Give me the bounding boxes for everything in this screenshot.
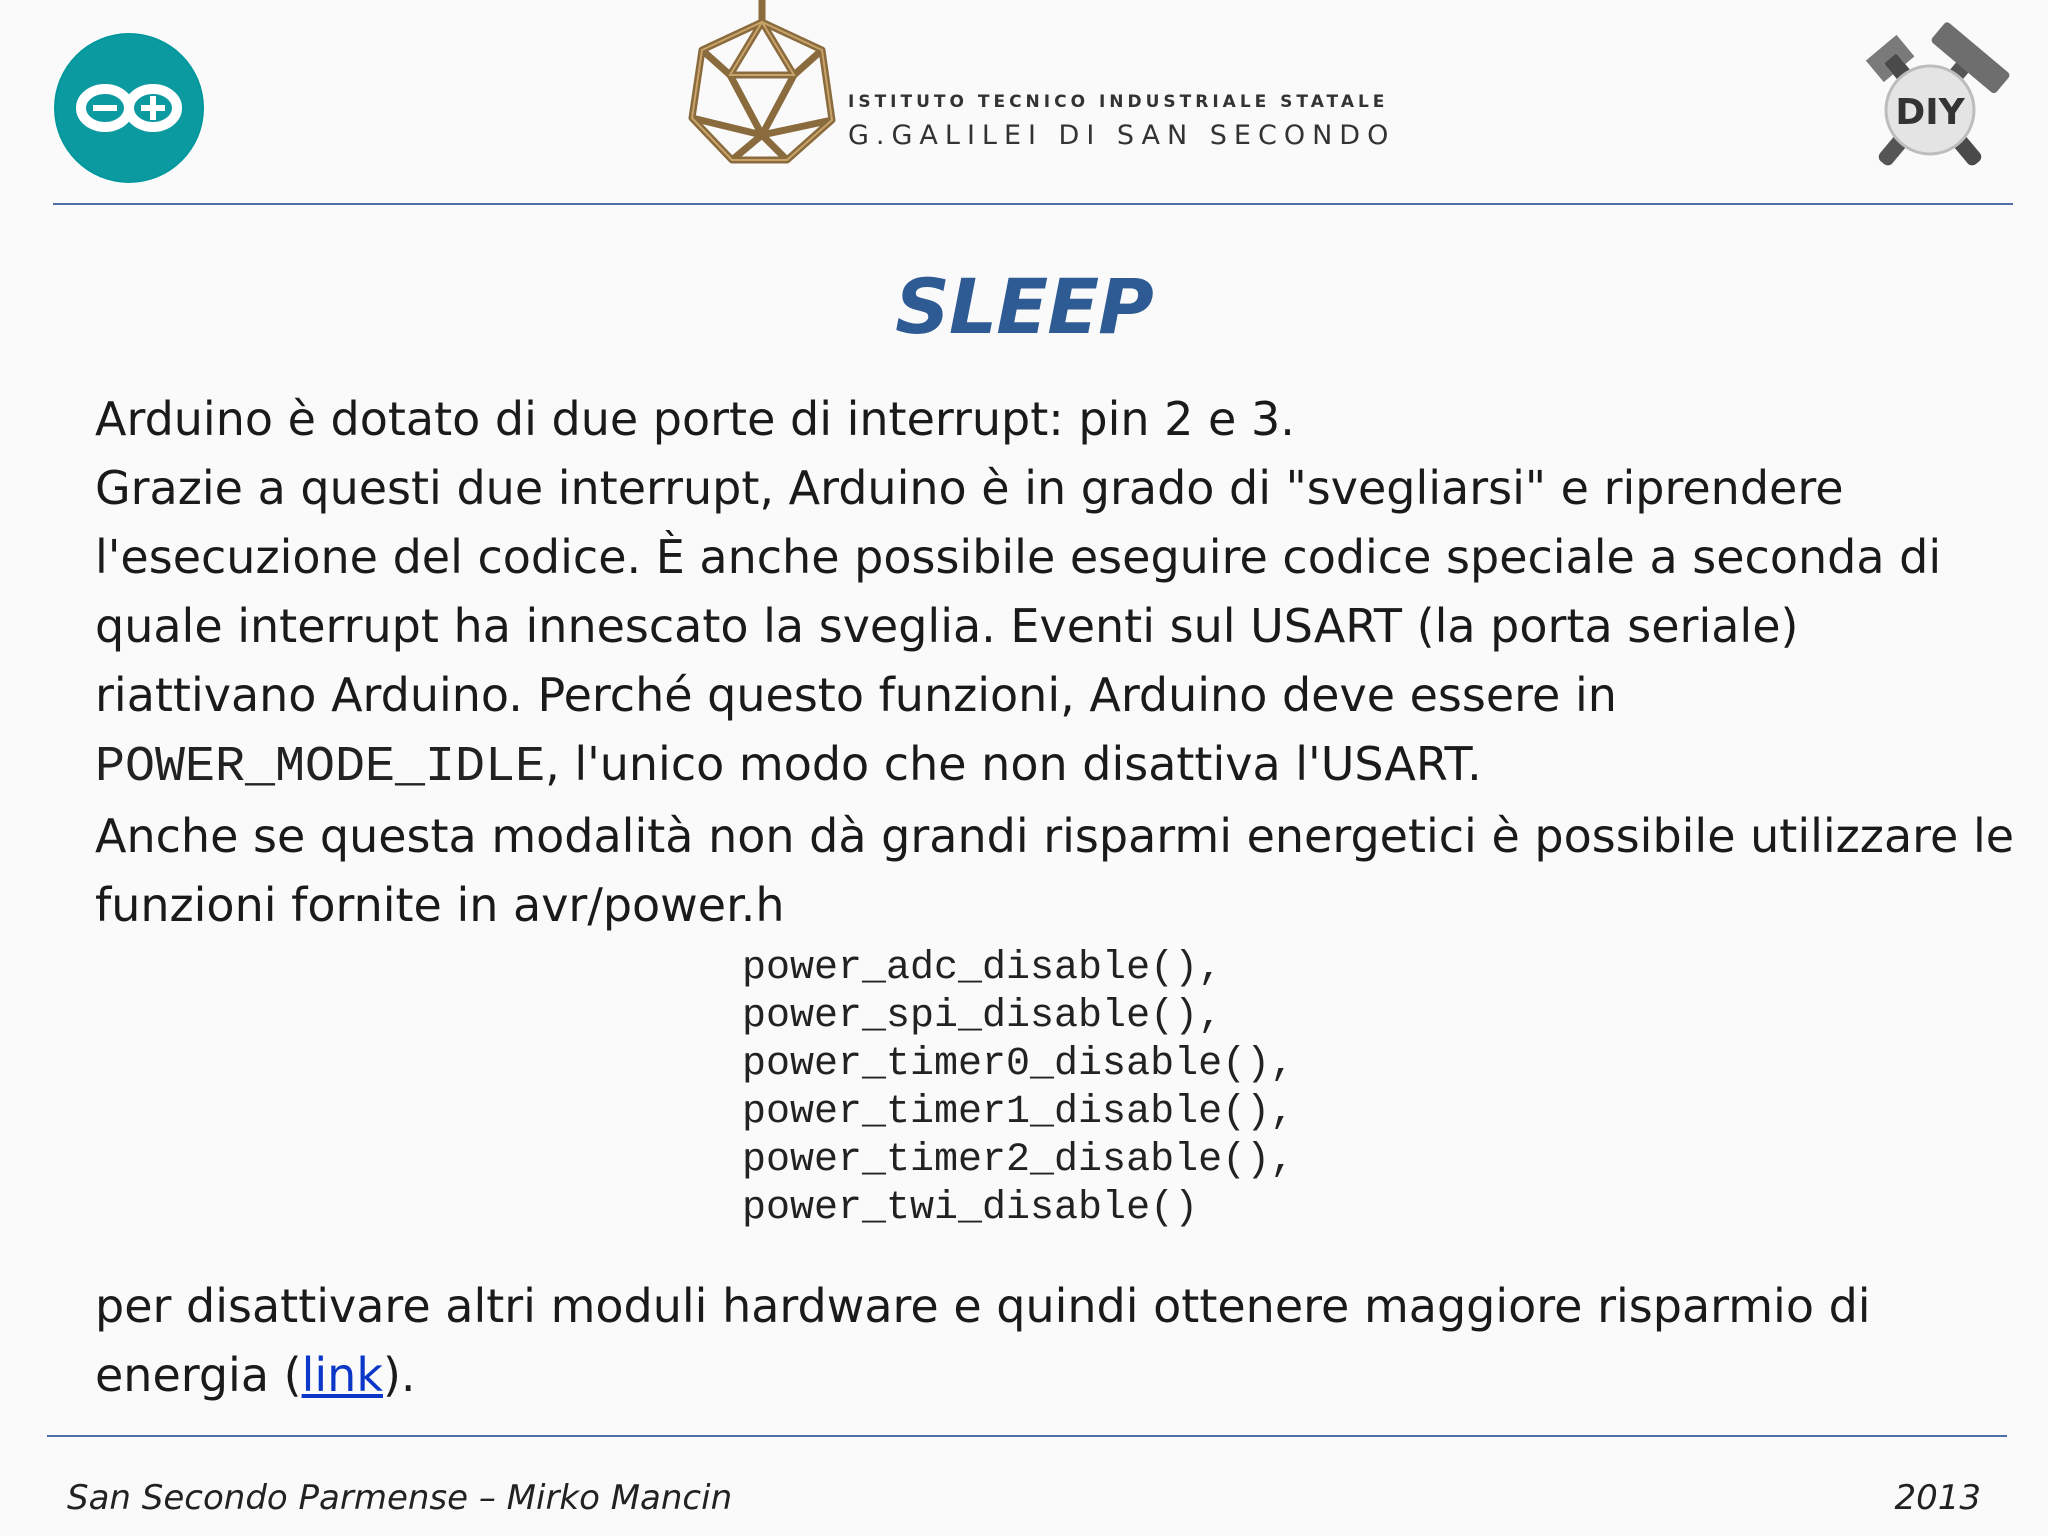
code-line: power_timer1_disable(), — [742, 1090, 1295, 1135]
footer-author: San Secondo Parmense – Mirko Mancin — [67, 1478, 733, 1518]
code-line: power_timer0_disable(), — [742, 1042, 1295, 1087]
polyhedron-logo-icon — [672, 0, 852, 170]
footer-year: 2013 — [1894, 1478, 1981, 1518]
power-mode-idle-code: POWER_MODE_IDLE — [95, 739, 546, 796]
reference-link[interactable]: link — [301, 1348, 383, 1402]
code-line: power_adc_disable(), — [742, 946, 1223, 991]
code-line: power_twi_disable() — [742, 1186, 1199, 1231]
body-paragraph2-text: Grazie a questi due interrupt, Arduino è in grado di "svegliarsi" e riprendere l'esecuzione del codice. È anche possibile eseguire codice speciale a seconda di quale interrupt ha innescato la sveglia. Eventi sul USART (la porta seriale) riattivano Arduino. Perché questo funzioni, Arduino deve essere in — [95, 461, 1942, 722]
body-paragraph2 — [95, 454, 2015, 802]
body-line1: Arduino è dotato di due porte di interrupt: pin 2 e 3. — [95, 392, 1295, 446]
code-block — [742, 945, 1294, 1233]
closing-text: per disattivare altri moduli hardware e quindi ottenere maggiore risparmio di energia ( — [95, 1279, 1871, 1402]
school-name-line2: G.GALILEI DI SAN SECONDO — [848, 120, 1396, 151]
header-divider — [53, 203, 2013, 205]
school-name — [848, 92, 1395, 151]
code-line: power_timer2_disable(), — [742, 1138, 1295, 1183]
diy-label: DIY — [1895, 92, 1965, 133]
slide-body — [95, 385, 2015, 940]
footer-divider — [47, 1435, 2007, 1437]
diy-tools-logo-icon — [1840, 20, 2020, 192]
closing-tail: ). — [382, 1348, 416, 1402]
slide-title: SLEEP — [895, 262, 1153, 351]
school-name-line1: ISTITUTO TECNICO INDUSTRIALE STATALE — [848, 92, 1389, 112]
body-paragraph2-tail: , l'unico modo che non disattiva l'USART. — [545, 737, 1482, 791]
body-paragraph3: Anche se questa modalità non dà grandi risparmi energetici è possibile utilizzare le funzioni fornite in avr/power.h — [95, 809, 2015, 932]
code-line: power_spi_disable(), — [742, 994, 1223, 1039]
arduino-logo-icon — [53, 32, 205, 184]
closing-paragraph — [95, 1272, 2015, 1410]
